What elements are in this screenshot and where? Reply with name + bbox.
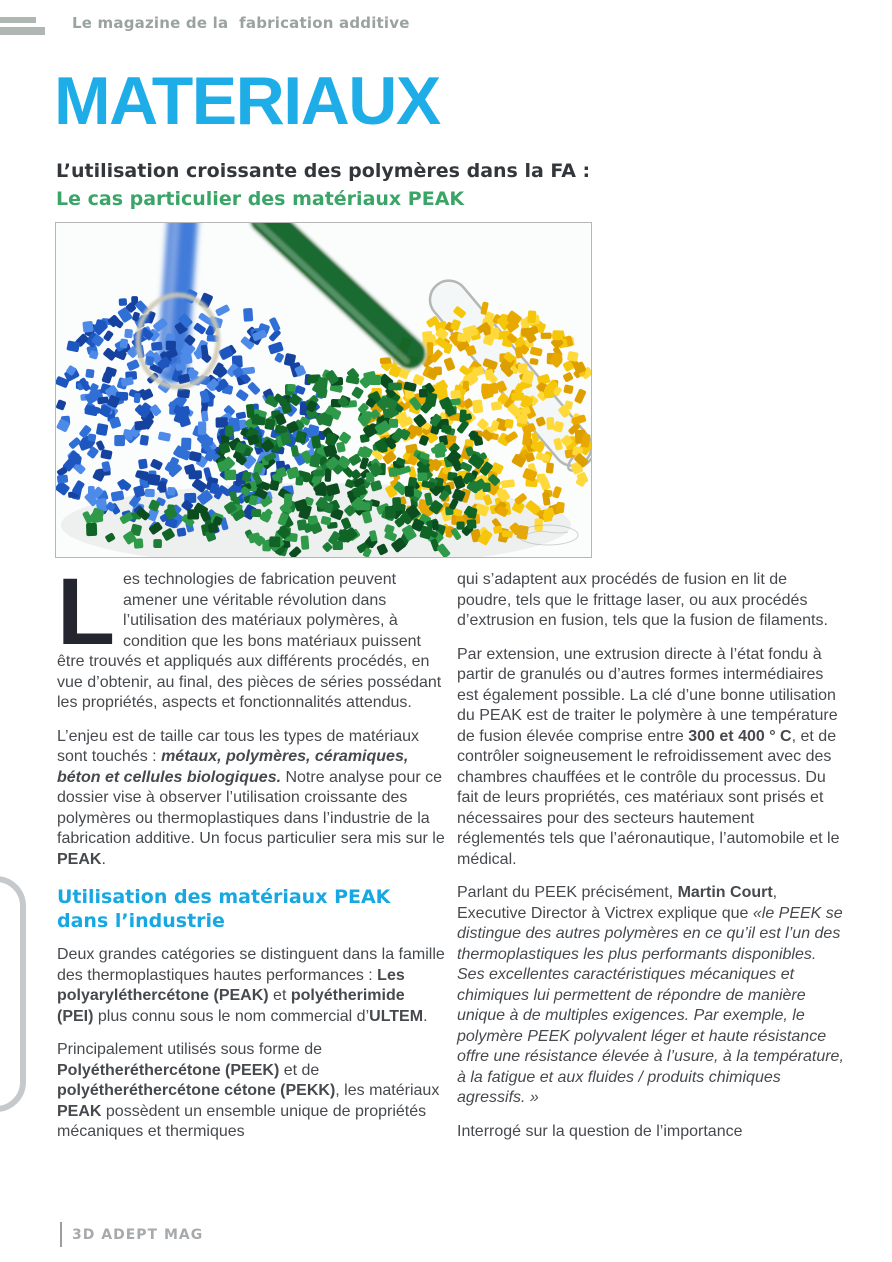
article-paragraph: Interrogé sur la question de l’importance bbox=[457, 1122, 743, 1140]
footer-divider bbox=[60, 1222, 62, 1247]
article-subtitle-green: Le cas particulier des matériaux PEAK bbox=[56, 188, 465, 210]
brand-bars-icon bbox=[0, 17, 36, 23]
article-paragraph: Parlant du PEEK précisément, Martin Court, Executive Director à Victrex explique que «le PEEK se distingue des autres polymères en ce qu’il est l’un des thermoplastiques les plus performants disponibles. Ses excellentes caractéristiques mécaniques et chimiques lui permettent de répondre de manière unique à de multiples exigences. Par exemple, le polymère PEEK polyvalent léger et haute résistance offre une résistance élevée à l’usure, à la température, à la fatigue et aux fluides / produits chimiques agressifs. » bbox=[457, 884, 844, 1106]
article-paragraph: Deux grandes catégories se distinguent dans la famille des thermoplastiques hautes performances : Les polyaryléthercétone (PEAK) et polyétherimide (PEI) plus connu sous le nom commercial d’ULTEM. bbox=[57, 946, 445, 1025]
column-right bbox=[457, 570, 845, 1156]
side-tab-decoration bbox=[0, 876, 26, 1112]
hero-photo-svg bbox=[56, 223, 591, 557]
hero-image bbox=[55, 222, 592, 558]
magazine-tagline: Le magazine de la fabrication additive bbox=[72, 14, 410, 32]
article-paragraph: L’enjeu est de taille car tous les types de matériaux sont touchés : métaux, polymères, céramiques, béton et cellules biologiques. Notre analyse pour ce dossier vise à observer l’utilisation croissante des polymères ou thermoplastiques dans l’industrie de la fabrication additive. Un focus particulier sera mis sur le PEAK. bbox=[57, 727, 445, 868]
footer-brand: 3D ADEPT MAG bbox=[72, 1227, 204, 1243]
drop-cap: L bbox=[57, 559, 116, 665]
article-paragraph: qui s’adaptent aux procédés de fusion en lit de poudre, tels que le frittage laser, ou aux procédés d’extrusion en fusion, tels que la fusion de filaments. bbox=[457, 571, 828, 629]
article-body bbox=[57, 559, 845, 1156]
brand-bars-icon bbox=[0, 27, 45, 35]
article-paragraph: Les technologies de fabrication peuvent amener une véritable révolution dans l’utilisation des matériaux polymères, à condition que les bons matériaux puissent être trouvés et appliqués aux différents procédés, en vue d’obtenir, au final, des pièces de séries possédant les propriétés, aspects et fonctionnalités attendus. bbox=[57, 559, 442, 711]
page-title: MATERIAUX bbox=[54, 63, 440, 139]
article-paragraph: Par extension, une extrusion directe à l’état fondu à partir de granulés ou d’autres formes intermédiaires est également possible. La clé d’une bonne utilisation du PEAK est de traiter le polymère à une température de fusion élevée comprise entre 300 et 400 ° C, et de contrôler soigneusement le refroidissement avec des chambres chauffées et le contrôle du processus. Du fait de leurs propriétés, ces matériaux sont prisés et nécessaires pour des secteurs hautement réglementés tels que l’aéronautique, l’automobile et le médical. bbox=[457, 645, 840, 868]
article-subtitle-dark: L’utilisation croissante des polymères dans la FA : bbox=[56, 160, 591, 182]
section-heading: Utilisation des matériaux PEAK dans l’industrie bbox=[57, 886, 391, 932]
column-left bbox=[57, 559, 445, 1156]
article-paragraph: Principalement utilisés sous forme de Polyétheréthercétone (PEEK) et de polyétheréthercétone cétone (PEKK), les matériaux PEAK possèdent un ensemble unique de propriétés mécaniques et thermiques bbox=[57, 1041, 440, 1140]
